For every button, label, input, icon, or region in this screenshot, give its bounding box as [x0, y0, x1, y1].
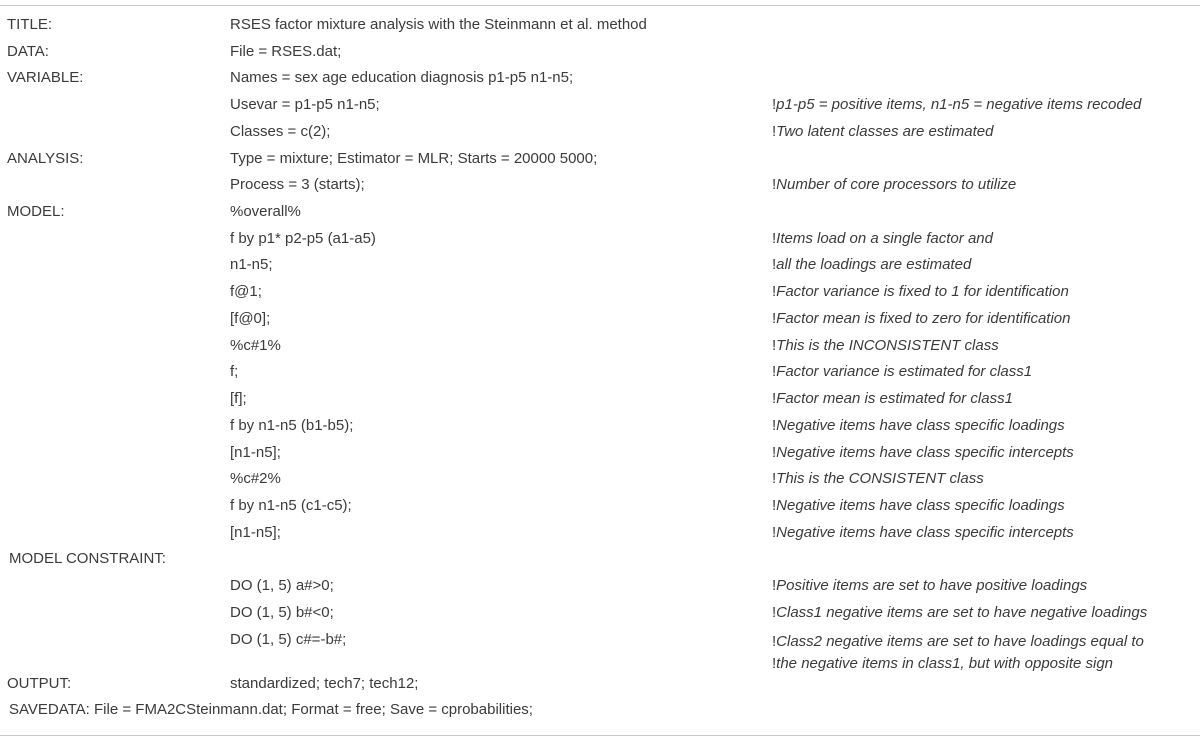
table-row	[0, 12, 1200, 39]
table-row	[0, 493, 1200, 520]
code-cell: File = RSES.dat;	[230, 42, 342, 60]
table-row	[0, 279, 1200, 306]
code-cell: f@1;	[230, 283, 262, 301]
code-cell: %overall%	[230, 203, 301, 221]
section-label: MODEL CONSTRAINT:	[9, 550, 166, 568]
table-row	[0, 520, 1200, 547]
comment-cell: !all the loadings are estimated	[772, 256, 972, 274]
table-row	[0, 119, 1200, 146]
comment-cell: !Class2 negative items are set to have loadings equal to !the negative items in class1, but with opposite sign	[772, 632, 1144, 672]
table-row	[0, 306, 1200, 333]
section-label: TITLE:	[7, 16, 53, 33]
code-cell: standardized; tech7; tech12;	[230, 674, 419, 692]
comment-cell: !Negative items have class specific intercepts	[772, 443, 1074, 461]
table-row	[0, 226, 1200, 253]
table-row-output	[0, 671, 1200, 698]
code-cell: Type = mixture; Estimator = MLR; Starts = 20000 5000;	[230, 149, 598, 167]
comment-cell: !Two latent classes are estimated	[772, 122, 994, 140]
code-cell: f by p1* p2-p5 (a1-a5)	[230, 229, 376, 247]
code-cell: DO (1, 5) c#=-b#;	[230, 630, 347, 648]
comment-cell: !Factor mean is fixed to zero for identification	[772, 309, 1071, 327]
table-row	[0, 573, 1200, 600]
table-row	[0, 546, 1200, 573]
table-row	[0, 359, 1200, 386]
code-cell: f by n1-n5 (c1-c5);	[230, 496, 352, 514]
code-cell: [f];	[230, 390, 247, 408]
comment-cell: !Factor variance is estimated for class1	[772, 363, 1033, 381]
comment-cell: !Negative items have class specific intercepts	[772, 523, 1074, 541]
comment-cell: !Number of core processors to utilize	[772, 176, 1017, 194]
comment-cell: !Factor variance is fixed to 1 for identification	[772, 283, 1069, 301]
code-cell: Classes = c(2);	[230, 122, 331, 140]
table-row	[0, 466, 1200, 493]
syntax-rows	[0, 12, 1200, 627]
code-cell: Process = 3 (starts);	[230, 176, 365, 194]
section-label: ANALYSIS:	[7, 149, 84, 167]
table-row	[0, 92, 1200, 119]
table-bottom-rule	[0, 735, 1200, 736]
code-cell: DO (1, 5) b#<0;	[230, 603, 334, 621]
section-label: OUTPUT:	[7, 674, 72, 692]
code-cell: DO (1, 5) a#>0;	[230, 577, 334, 595]
comment-cell: !Class1 negative items are set to have negative loadings	[772, 603, 1148, 621]
table-row	[0, 252, 1200, 279]
code-cell: [f@0];	[230, 309, 271, 327]
section-label: VARIABLE:	[7, 69, 84, 87]
table-row	[0, 413, 1200, 440]
savedata-line: SAVEDATA: File = FMA2CSteinmann.dat; Format = free; Save = cprobabilities;	[9, 701, 533, 719]
comment-cell: !Positive items are set to have positive loadings	[772, 577, 1088, 595]
code-cell: Usevar = p1-p5 n1-n5;	[230, 96, 380, 114]
comment-cell: !Items load on a single factor and	[772, 229, 993, 247]
table-row	[0, 146, 1200, 173]
table-row	[0, 440, 1200, 467]
code-cell: RSES factor mixture analysis with the Steinmann et al. method	[230, 16, 647, 33]
table-row	[0, 333, 1200, 360]
comment-cell: !This is the CONSISTENT class	[772, 470, 984, 488]
table-row	[0, 172, 1200, 199]
comment-cell: !Factor mean is estimated for class1	[772, 390, 1013, 408]
syntax-table	[0, 12, 1200, 724]
table-row	[0, 199, 1200, 226]
table-row-savedata	[0, 697, 1200, 724]
table-top-rule	[0, 5, 1200, 6]
section-label: MODEL:	[7, 203, 65, 221]
comment-cell: !This is the INCONSISTENT class	[772, 336, 999, 354]
code-cell: [n1-n5];	[230, 443, 281, 461]
section-label: DATA:	[7, 42, 49, 60]
code-cell: Names = sex age education diagnosis p1-p5 n1-n5;	[230, 69, 574, 87]
comment-cell: !p1-p5 = positive items, n1-n5 = negative items recoded	[772, 96, 1142, 114]
table-row	[0, 65, 1200, 92]
code-cell: f;	[230, 363, 239, 381]
table-row	[0, 386, 1200, 413]
table-row	[0, 39, 1200, 66]
comment-cell: !Negative items have class specific loadings	[772, 416, 1065, 434]
comment-cell: !Negative items have class specific loadings	[772, 496, 1065, 514]
code-cell: %c#1%	[230, 336, 281, 354]
code-cell: f by n1-n5 (b1-b5);	[230, 416, 354, 434]
code-cell: [n1-n5];	[230, 523, 281, 541]
table-row	[0, 600, 1200, 627]
code-cell: %c#2%	[230, 470, 281, 488]
table-row-multiline	[0, 627, 1200, 671]
code-cell: n1-n5;	[230, 256, 273, 274]
